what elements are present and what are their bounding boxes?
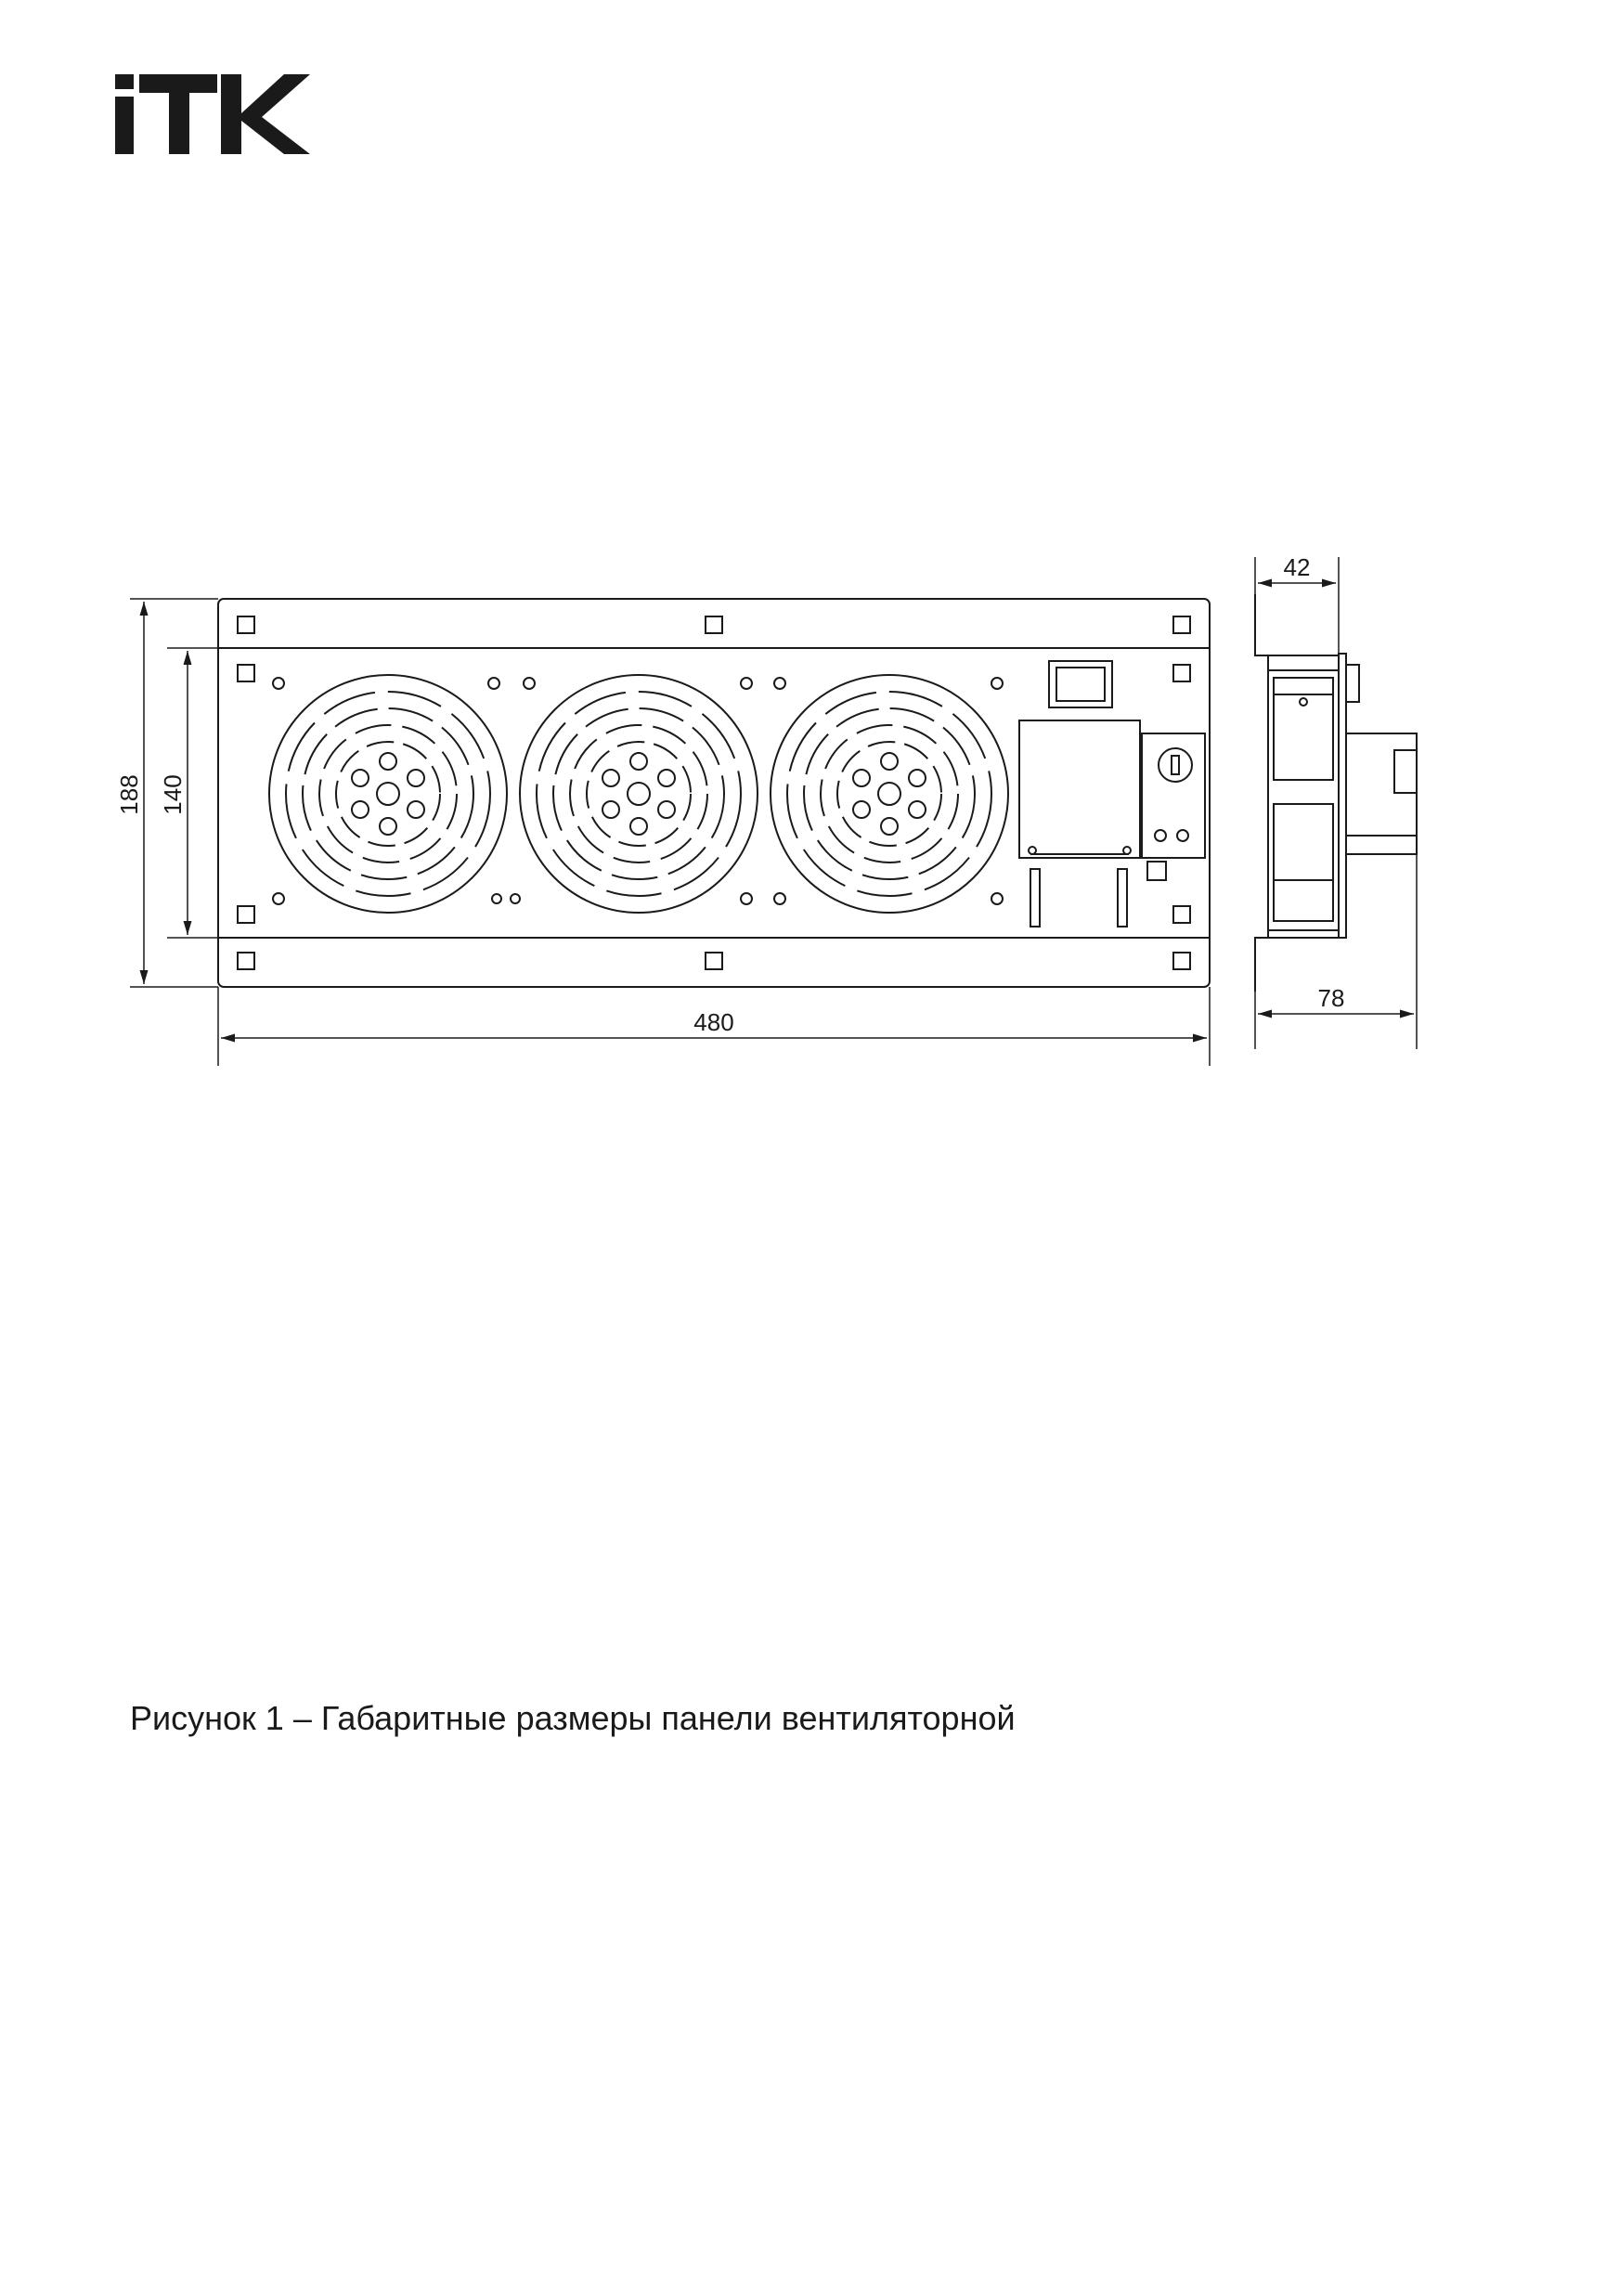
- caption-text: Габаритные размеры панели вентиляторной: [320, 1699, 1016, 1737]
- caption-dash: –: [292, 1699, 312, 1737]
- fan-guard-2: [520, 675, 758, 913]
- fan-guard-1: [269, 675, 507, 913]
- dim-width: 480: [693, 1008, 734, 1036]
- dim-depth-bottom: 78: [1317, 984, 1345, 1012]
- dimension-lines: [130, 557, 1417, 1066]
- side-view: [1255, 594, 1417, 992]
- fan-panel-drawing: [0, 0, 1619, 1133]
- thermostat-block: [1019, 720, 1140, 927]
- regulator-knob: [1142, 733, 1205, 880]
- dim-overall-height: 188: [115, 774, 143, 815]
- fan-guard-3: [771, 675, 1008, 913]
- panel-outline: [218, 599, 1210, 987]
- screw-holes: [273, 678, 1003, 904]
- dim-depth-top: 42: [1283, 553, 1311, 581]
- figure-caption: [130, 1699, 1016, 1738]
- front-view: [218, 599, 1210, 987]
- mounting-holes: [238, 616, 1190, 969]
- dim-inner-height: 140: [159, 774, 187, 815]
- caption-label: Рисунок 1: [130, 1699, 284, 1737]
- power-switch: [1049, 661, 1112, 707]
